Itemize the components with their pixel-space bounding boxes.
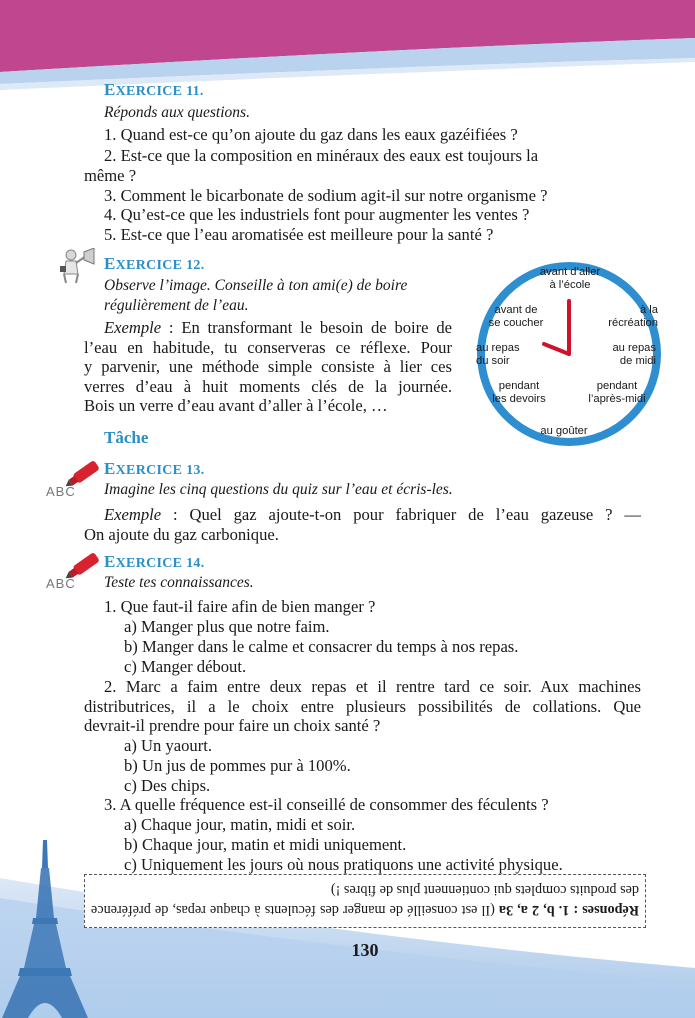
ex11-q4: 4. Qu’est-ce que les industriels font pour augmenter les ventes ?: [104, 205, 530, 224]
ex13-title: EXERCICE 13.: [104, 459, 205, 478]
ex14-title: EXERCICE 14.: [104, 552, 205, 571]
clock-label-snack: au goûter: [540, 425, 588, 437]
ex14-q1-option-b: b) Manger dans le calme et consacrer du temps à nos repas.: [124, 637, 519, 656]
ex14-q2-option-c: c) Des chips.: [124, 776, 211, 795]
ex13-instruction: Imagine les cinq questions du quiz sur l’eau et écris-les.: [104, 481, 453, 498]
ex12-instruction: Observe l’image. Conseille à ton ami(e) de boire régulièrement de l’eau.: [104, 277, 408, 314]
ex12-title: EXERCICE 12.: [104, 254, 205, 273]
ex14-q2-option-a: a) Un yaourt.: [124, 736, 213, 755]
ex14-q1-option-c: c) Manger débout.: [124, 657, 247, 676]
answers-text: Réponses : 1. b, 2 a, 3a (Il est conseillé de manger des féculents à chaque repas, de préférence des produits complets qui contiennent plus de fibres !): [91, 882, 639, 918]
clock-label-homework: pendant les devoirs: [492, 380, 546, 405]
ex11-q2: 2. Est-ce que la composition en minéraux des eaux est toujours la même ?: [84, 146, 539, 185]
ex11-q3: 3. Comment le bicarbonate de sodium agit-il sur notre organisme ?: [104, 186, 548, 205]
abc-label: ABC: [46, 576, 76, 591]
abc-label: ABC: [46, 484, 76, 499]
ex14-q3: 3. A quelle fréquence est-il conseillé de consommer des féculents ?: [104, 795, 549, 814]
clock-label-lunch: au repas de midi: [612, 342, 656, 367]
ex11-instruction: Réponds aux questions.: [104, 104, 250, 121]
speaker-figure-icon: [58, 248, 98, 284]
ex14-q3-option-a: a) Chaque jour, matin, midi et soir.: [124, 815, 356, 834]
clock-label-bedtime: avant de se coucher: [488, 304, 544, 329]
page-number: 130: [351, 940, 379, 960]
header-band: [0, 0, 695, 90]
ex14-q3-option-b: b) Chaque jour, matin et midi uniquement.: [124, 835, 407, 854]
clock-label-school: avant d’aller à l’école: [539, 266, 601, 291]
tache-heading: Tâche: [104, 428, 149, 447]
ex14-instruction: Teste tes connaissances.: [104, 574, 254, 591]
ex11-q1: 1. Quand est-ce qu’on ajoute du gaz dans les eaux gazéifiées ?: [104, 125, 518, 144]
ex14-q3-option-c: c) Uniquement les jours où nous pratiquons une activité physique.: [124, 855, 563, 874]
ex11-q5: 5. Est-ce que l’eau aromatisée est meilleure pour la santé ?: [104, 225, 494, 244]
clock-label-afternoon: pendant l’après-midi: [588, 380, 646, 405]
ex14-q1-option-a: a) Manger plus que notre faim.: [124, 617, 330, 636]
ex12-example: Exemple : En transformant le besoin de boire de l’eau en habitude, tu conserveras ce réflexe. Pour y parvenir, une méthode simple consiste à lier ces verres d’eau à huit moments clés de la journée. Bois un verre d’eau avant d’aller à l’école, …: [84, 318, 452, 416]
eiffel-tower-illustration: [0, 838, 90, 1018]
clock-label-dinner: au repas du soir: [476, 342, 520, 367]
ex14-q2: 2. Marc a faim entre deux repas et il rentre tard ce soir. Aux machines distributrices, il a le choix entre plusieurs possibilités de collations. Que devrait-il prendre pour faire un choix santé ?: [84, 677, 641, 736]
answers-box: [84, 874, 646, 928]
clock-label-recess: à la récréation: [608, 304, 658, 329]
ex14-q1: 1. Que faut-il faire afin de bien manger ?: [104, 597, 376, 616]
ex11-title: EXERCICE 11.: [104, 80, 204, 99]
ex14-q2-option-b: b) Un jus de pommes pur à 100%.: [124, 756, 351, 775]
ex13-example: Exemple : Quel gaz ajoute-t-on pour fabriquer de l’eau gazeuse ? — On ajoute du gaz carbonique.: [84, 505, 641, 544]
